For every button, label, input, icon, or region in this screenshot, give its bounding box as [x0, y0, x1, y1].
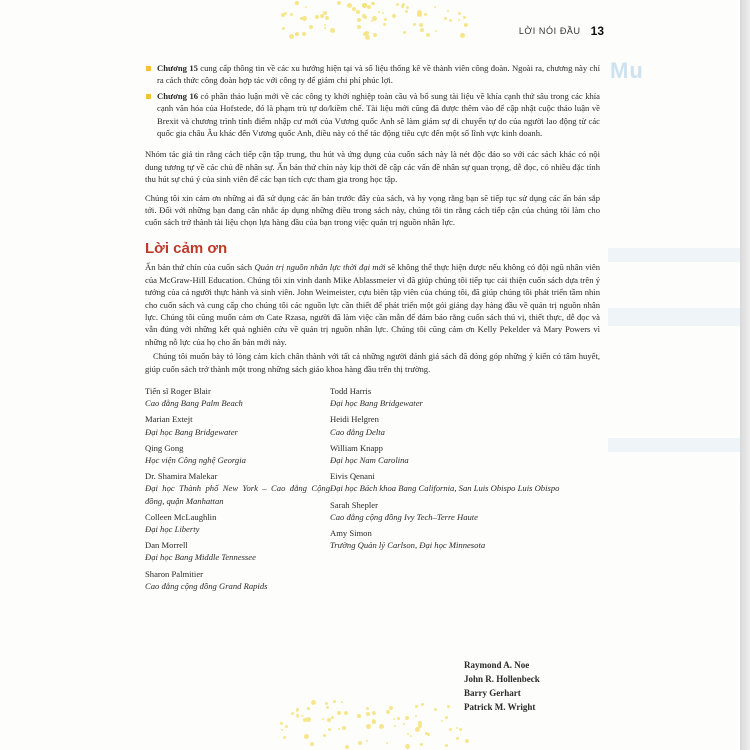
reviewer-entry — [145, 511, 330, 535]
page-number: 13 — [590, 24, 604, 38]
decorative-dot — [393, 718, 395, 720]
decorative-dot — [420, 743, 423, 746]
decorative-dot — [456, 727, 458, 729]
decorative-dot — [403, 31, 406, 34]
reviewer-affiliation: Cao đẳng cộng đồng Ivy Tech–Terre Haute — [330, 511, 478, 522]
list-item — [145, 90, 600, 140]
decorative-dot — [386, 742, 388, 744]
decorative-dot — [323, 11, 327, 15]
decorative-dot — [379, 724, 384, 729]
decorative-dot — [424, 13, 427, 16]
decorative-dot — [352, 7, 356, 11]
decorative-dot — [434, 6, 436, 8]
decorative-dot — [465, 739, 469, 743]
reviewer-entry — [330, 527, 600, 551]
decorative-dot — [290, 13, 293, 16]
decorative-dot — [295, 2, 298, 5]
decorative-dot — [394, 725, 396, 727]
show-through-heading: Mu — [610, 58, 644, 83]
acknowledgement-paragraph — [145, 261, 600, 348]
decorative-dot — [297, 716, 299, 718]
reviewer-entry — [145, 539, 330, 563]
reviewer-name: Eivis Qenani — [330, 471, 375, 482]
decorative-dot — [322, 718, 324, 720]
decorative-dot — [417, 12, 422, 17]
decorative-dot — [282, 27, 285, 30]
reviewer-affiliation: Cao đẳng Delta — [330, 426, 385, 437]
decorative-dot — [304, 734, 309, 739]
thanks-paragraph: Chúng tôi muốn bày tỏ lòng cảm kích chân thành với tất cả những người đánh giá sách đã đóng góp những ý kiến có tâm huyết, giúp cuốn sách trở thành một trong những sách giáo khoa hàng đầu trên thị trường. — [145, 351, 600, 374]
decorative-dot — [384, 18, 387, 21]
reviewer-name: William Knapp — [330, 442, 383, 453]
reviewer-name: Tiến sĩ Roger Blair — [145, 385, 211, 396]
reviewer-entry — [145, 470, 330, 507]
decorative-dot — [372, 720, 376, 724]
list-item — [145, 62, 600, 87]
page-header — [519, 24, 604, 38]
reviewer-affiliation: Cao đẳng Bang Palm Beach — [145, 398, 243, 409]
decorative-dot — [325, 702, 328, 705]
reviewer-name: Qing Gong — [145, 442, 184, 453]
decorative-dot — [345, 745, 349, 749]
decorative-dot — [331, 716, 334, 719]
decorative-dot — [460, 33, 465, 38]
decorative-dot — [425, 732, 428, 735]
reviewer-name: Dr. Shamira Malekar — [145, 471, 218, 482]
decorative-dot — [447, 10, 449, 12]
running-title: LỜI NÓI ĐẦU — [518, 26, 581, 36]
decorative-dot — [435, 30, 437, 32]
show-through-bar — [608, 438, 740, 452]
decorative-dot — [445, 744, 448, 747]
author-name: John R. Hollenbeck — [464, 674, 540, 684]
decorative-dot — [464, 24, 466, 26]
chapter-description: cung cấp thông tin về các xu hướng hiện tại và số liệu thống kê về thành viên công đoàn. Ngoài ra, chương này chỉ ra cách thức công đoàn hợp tác với công ty để giảm chi phí phúc lợi. — [157, 63, 600, 86]
decorative-dot — [389, 706, 393, 710]
decorative-dot — [300, 17, 303, 20]
decorative-dot — [324, 24, 326, 26]
decorative-dot — [458, 12, 461, 15]
reviewer-name: Marian Extejt — [145, 414, 193, 425]
reviewer-name: Sharon Palmitier — [145, 568, 203, 579]
decorative-dot — [289, 34, 294, 39]
reviewer-column-right — [330, 385, 600, 596]
decorative-dot — [337, 711, 341, 715]
decorative-dot — [401, 5, 404, 8]
reviewer-affiliation: Học viện Công nghệ Georgia — [145, 454, 246, 465]
reviewer-entry — [330, 442, 600, 466]
ack-intro-after: sẽ không thể thực hiện được nếu không có đội ngũ nhân viên của McGraw-Hill Education. Chúng tôi xin vinh danh Mike Ablassmeier vì đã giúp chúng tôi tiếp tục cải thiện cuốn sách dựa trên ý tưởng của cả người thực hành và sinh viên. John Weimeister, cựu biên tập viên của chúng tôi, đã giúp chúng tôi phát triển tầm nhìn cho cuốn sách và cung cấp cho chúng tôi các nguồn lực cần thiết để phát triển một gói giảng dạy hàng đầu về quản trị nguồn nhân lực. Chúng tôi cũng muốn cảm ơn Cate Rzasa, người đã làm việc cần mẫn để đảm bảo rằng cuốn sách thú vị, thiết thực, dễ đọc và vẫn đúng với những kết quả nghiên cứu về quản trị nguồn nhân lực. Chúng tôi cũng cảm ơn Kelly Pekelder và Mary Powers vì những nỗ lực của họ cho ấn bản mới này. — [145, 262, 600, 347]
book-title: Quản trị nguồn nhân lực thời đại mới — [254, 262, 386, 273]
decorative-dot — [291, 712, 294, 715]
decorative-dot — [285, 725, 288, 728]
decorative-dot — [327, 718, 331, 722]
decorative-dot — [463, 16, 466, 19]
author-name: Raymond A. Noe — [464, 660, 530, 670]
decorative-dot — [306, 717, 311, 722]
decorative-dot — [421, 703, 424, 706]
decorative-dot — [418, 724, 422, 728]
chapter-label: Chương 16 — [157, 90, 199, 101]
reviewer-entry — [145, 568, 330, 592]
reviewer-name: Colleen McLaughlin — [145, 511, 217, 522]
decorative-dot — [420, 28, 424, 32]
decorative-dot — [362, 3, 367, 8]
decorative-dot — [426, 33, 430, 37]
decorative-dot — [309, 25, 313, 29]
reviewer-entry — [330, 385, 600, 409]
reviewer-list — [145, 385, 600, 596]
decorative-dot — [356, 10, 360, 14]
decorative-dot — [403, 723, 405, 725]
decorative-dot — [338, 728, 340, 730]
decorative-dot — [305, 6, 307, 8]
decorative-dot — [372, 16, 377, 21]
decorative-dot — [295, 33, 298, 36]
reviewer-name: Dan Morrell — [145, 540, 188, 551]
decorative-dot — [281, 729, 283, 731]
decorative-dot — [373, 33, 377, 37]
decorative-dot — [363, 32, 367, 36]
decorative-dot — [459, 728, 462, 731]
decorative-dots-bottom — [280, 700, 470, 750]
decorative-dot — [325, 16, 329, 20]
decorative-dot — [357, 25, 361, 29]
reviewer-affiliation: Đại học Bang Middle Tennessee — [145, 552, 256, 563]
decorative-dot — [281, 13, 285, 17]
decorative-dot — [296, 710, 298, 712]
decorative-dot — [342, 726, 346, 730]
author-signature-block — [464, 658, 540, 714]
reviewer-entry — [145, 442, 330, 466]
decorative-dot — [301, 715, 303, 717]
decorative-dot — [357, 18, 361, 22]
decorative-dot — [283, 736, 286, 739]
main-text-column — [145, 62, 600, 596]
book-spine-shadow — [740, 0, 750, 750]
decorative-dot — [337, 1, 341, 5]
decorative-dot — [280, 722, 283, 725]
decorative-dot — [302, 32, 306, 36]
reviewer-entry — [145, 413, 330, 437]
reviewer-name: Heidi Helgren — [330, 414, 379, 425]
reviewer-entry — [145, 385, 330, 409]
decorative-dot — [367, 5, 371, 9]
decorative-dot — [326, 706, 329, 709]
chapter-label: Chương 15 — [157, 63, 198, 73]
decorative-dot — [371, 2, 374, 5]
decorative-dot — [366, 740, 368, 742]
decorative-dot — [366, 712, 370, 716]
decorative-dot — [315, 15, 319, 19]
decorative-dot — [415, 715, 417, 717]
show-through-bar — [608, 308, 740, 326]
bullet-square-icon — [146, 66, 151, 71]
reviewer-affiliation: Đại học Bang Bridgewater — [330, 398, 423, 409]
decorative-dot — [410, 735, 412, 737]
decorative-dot — [358, 741, 362, 745]
reviewer-column-left — [145, 385, 330, 596]
decorative-dot — [323, 734, 326, 737]
decorative-dot — [449, 19, 452, 22]
decorative-dot — [366, 707, 369, 710]
decorative-dot — [328, 728, 331, 731]
decorative-dot — [324, 27, 326, 29]
decorative-dot — [456, 737, 459, 740]
decorative-dot — [344, 711, 348, 715]
reviewer-entry — [330, 470, 600, 494]
decorative-dot — [405, 744, 410, 749]
decorative-dot — [441, 720, 443, 722]
decorative-dot — [310, 742, 314, 746]
decorative-dot — [362, 14, 366, 18]
reviewer-affiliation: Đại học Thành phố New York – Cao đẳng Cộng đồng, quận Manhattan — [145, 483, 330, 506]
reviewer-name: Amy Simon — [330, 527, 372, 538]
body-paragraph: Chúng tôi xin cảm ơn những ai đã sử dụng các ấn bản trước đây của sách, và hy vọng rằng bạn sẽ tiếp tục sử dụng các ấn bản sắp tới. Đối với những bạn đang cân nhắc áp dụng những điều trong sách này, chúng tôi tin rằng cách tiếp cận của chúng tôi làm cho cuốn sách trở thành tài liệu chọn lựa hàng đầu của bạn trong việc quản trị nguồn nhân lực. — [145, 192, 600, 228]
reviewer-name: Sarah Shepler — [330, 499, 378, 510]
decorative-dot — [311, 700, 316, 705]
decorative-dot — [413, 23, 416, 26]
decorative-dot — [415, 705, 418, 708]
decorative-dot — [330, 28, 335, 33]
decorative-dot — [333, 700, 336, 703]
decorative-dot — [405, 716, 409, 720]
decorative-dots-top — [280, 0, 470, 40]
decorative-dot — [458, 19, 460, 21]
reviewer-affiliation: Đại học Liberty — [145, 523, 200, 534]
reviewer-name: Todd Harris — [330, 385, 372, 396]
decorative-dot — [372, 711, 376, 715]
reviewer-affiliation: Cao đẳng cộng đồng Grand Rapids — [145, 580, 268, 591]
decorative-dot — [386, 710, 390, 714]
decorative-dot — [366, 724, 371, 729]
decorative-dot — [383, 23, 386, 26]
decorative-dot — [445, 716, 448, 719]
reviewer-affiliation: Đại học Bách khoa Bang California, San Luis Obispo Luis Obispo — [330, 483, 560, 494]
chapter-bullet-list — [145, 62, 600, 139]
bullet-square-icon — [146, 94, 151, 99]
decorative-dot — [382, 12, 384, 14]
author-name: Barry Gerhart — [464, 688, 521, 698]
show-through-column — [608, 58, 740, 698]
body-paragraph: Nhóm tác giả tin rằng cách tiếp cận tập trung, thu hút và ứng dụng của cuốn sách này là nét độc đáo so với các sách khác có nội dung tương tự về các chủ đề nhân sự. Ấn bản thứ chín này kịp thời đề cập các vấn đề nhân sự quan trọng, dễ đọc, có nhiều đặc tính thu hút sự chú ý của sinh viên để các bạn tích cực tham gia trong học tập. — [145, 149, 600, 185]
decorative-dot — [449, 728, 452, 731]
decorative-dot — [392, 14, 396, 18]
chapter-description: có phần thảo luận mới về các công ty khởi nghiệp toàn cầu và bổ sung tài liệu về khía cạnh thứ sâu trong các khía cạnh văn hóa của Hofstede, đó là phạm trù tự do/kiềm chế. Tài liệu mới cũng đã được thêm vào để cập nhật cuộc thảo luận về Brexit và chương trình tính điểm nhập cư mới của Vương quốc Anh sẽ làm giảm sự di chuyển tự do của người lao động từ các quốc gia châu Âu khác đến Vương quốc Anh, điều này có thể tác động tiêu cực đến một số lĩnh vực kinh doanh. — [157, 90, 600, 139]
decorative-dot — [341, 701, 343, 703]
section-heading: Lời cảm ơn — [145, 239, 228, 257]
decorative-dot — [407, 733, 409, 735]
decorative-dot — [406, 6, 409, 9]
decorative-dot — [397, 717, 400, 720]
reviewer-entry — [330, 499, 600, 523]
decorative-dot — [434, 708, 437, 711]
decorative-dot — [357, 714, 361, 718]
ack-intro-before: Ấn bản thứ chín của cuốn sách — [145, 262, 255, 273]
decorative-dot — [405, 10, 408, 13]
reviewer-affiliation: Đại học Bang Bridgewater — [145, 426, 238, 437]
reviewer-entry — [330, 413, 600, 437]
decorative-dot — [444, 17, 447, 20]
reviewer-affiliation: Trường Quản lý Carlson, Đại học Minnesota — [330, 540, 486, 551]
decorative-dot — [307, 707, 310, 710]
show-through-bar — [608, 248, 740, 262]
decorative-dot — [378, 11, 380, 13]
decorative-dot — [396, 3, 399, 6]
decorative-dot — [419, 23, 423, 27]
author-name: Patrick M. Wright — [464, 702, 536, 712]
reviewer-affiliation: Đại học Nam Carolina — [330, 454, 409, 465]
decorative-dot — [447, 705, 450, 708]
